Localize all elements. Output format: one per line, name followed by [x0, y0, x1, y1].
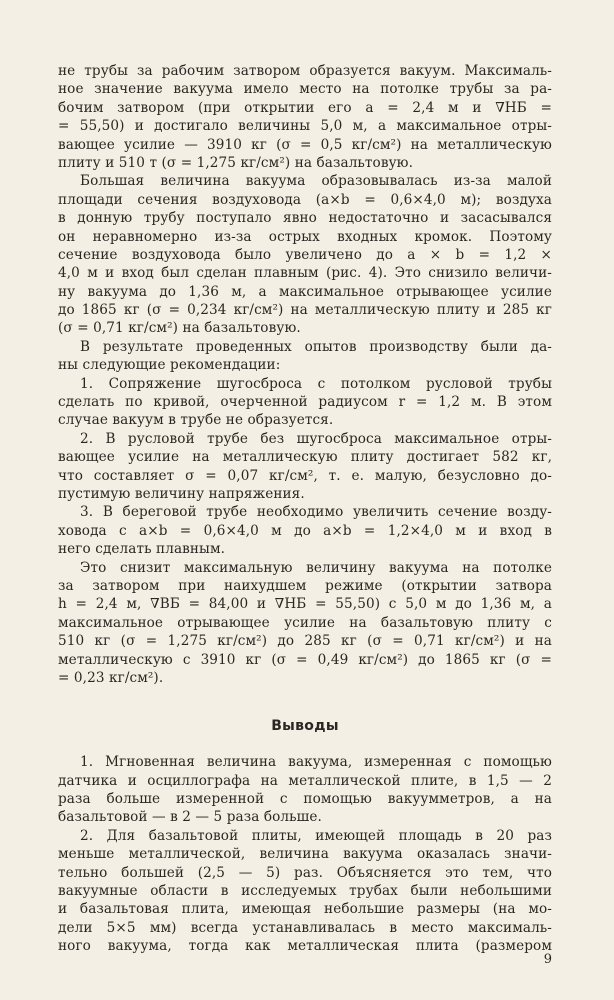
text-line: В результате проведенных опытов производству были да- [80, 338, 552, 355]
text-line: ну вакуума до 1,36 м, а максимальное отрывающее усилие [58, 283, 552, 300]
section-conclusions [58, 753, 552, 955]
text-line: вающее усилие — 3910 кг (σ = 0,5 кг/см²) на металлическую [58, 136, 552, 153]
text-line: вающее усилие на металлическую плиту достигает 582 кг, [58, 449, 552, 466]
page-number: 9 [543, 952, 552, 967]
section-results [58, 62, 552, 687]
text-line: в донную трубу поступало явно недостаточно и засасывался [58, 210, 552, 227]
text-line: 2. Для базальтовой плиты, имеющей площадь в 20 раз [80, 827, 552, 844]
text-line: сделать по кривой, очерченной радиусом r = 1,2 м. В этом [58, 394, 552, 411]
text-line: 1. Мгновенная величина вакуума, измеренная с помощью [80, 754, 552, 771]
text-line: Это снизит максимальную величину вакуума на потолке [80, 559, 552, 576]
text-line: = 0,23 кг/см²). [58, 669, 164, 686]
text-line: площади сечения воздуховода (a×b = 0,6×4,0 м); воздуха [58, 191, 552, 208]
text-line: (σ = 0,71 кг/см²) на базальтовую. [58, 320, 301, 337]
text-line: Большая величина вакуума образовывалась из-за малой [80, 173, 552, 190]
text-line: что составляет σ = 0,07 кг/см², т. е. малую, безусловно до- [58, 467, 552, 484]
text-line: 510 кг (σ = 1,275 кг/см²) до 285 кг (σ = 0,71 кг/см²) и на [58, 633, 552, 650]
text-line: не трубы за рабочим затвором образуется вакуум. Максималь- [58, 63, 552, 79]
text-line: дели 5×5 мм) всегда устанавливалась в место максималь- [58, 919, 552, 936]
text-line: сечение воздуховода было увеличено до a × b = 1,2 × [58, 246, 552, 263]
text-line: тельно большей (2,5 — 5) раз. Объясняется это тем, что [58, 864, 552, 881]
text-line: 4,0 м и вход был сделан плавным (рис. 4). Это снизило величи- [58, 265, 552, 282]
text-line: датчика и осциллографа на металлической плите, в 1,5 — 2 [58, 772, 552, 789]
text-line: ного вакуума, тогда как металлическая плита (размером [58, 938, 552, 955]
text-line: случае вакуум в трубе не образуется. [58, 412, 334, 429]
text-line: ховода с a×b = 0,6×4,0 м до a×b = 1,2×4,0 м и вход в [58, 522, 552, 539]
text-line: вакуумные области в исследуемых трубах были небольшими [58, 883, 552, 900]
text-line: ное значение вакуума имело место на потолке трубы за ра- [58, 81, 552, 98]
text-line: до 1865 кг (σ = 0,234 кг/см²) на металлическую плиту и 285 кг [58, 302, 552, 319]
text-line: раза больше измеренной с помощью вакуумметров, а на [58, 791, 552, 808]
text-line: h = 2,4 м, ∇ВБ = 84,00 и ∇НБ = 55,50) с 5,0 м до 1,36 м, а [58, 596, 552, 613]
text-line: он неравномерно из-за острых входных кромок. Поэтому [58, 228, 552, 245]
text-line: 3. В береговой трубе необходимо увеличить сечение возду- [80, 504, 552, 521]
page-body [58, 62, 552, 956]
text-line: 1. Сопряжение шугосброса с потолком русловой трубы [80, 375, 552, 392]
conclusions-heading: Выводы [271, 718, 339, 735]
text-line: него сделать плавным. [58, 541, 226, 558]
text-line: плиту и 510 т (σ = 1,275 кг/см²) на базальтовую. [58, 154, 414, 171]
text-line: пустимую величину напряжения. [58, 485, 305, 502]
text-line: меньше металлической, величина вакуума оказалась значи- [58, 846, 552, 863]
text-line: металлическую с 3910 кг (σ = 0,49 кг/см²) до 1865 кг (σ = [58, 651, 552, 668]
text-line: за затвором при наихудшем режиме (открытии затвора [58, 577, 552, 594]
text-line: бочим затвором (при открытии его a = 2,4 м и ∇НБ = [58, 99, 552, 116]
text-line: максимальное отрывающее усилие на базальтовую плиту с [58, 614, 552, 631]
text-line: ны следующие рекомендации: [58, 357, 281, 374]
text-line: 2. В русловой трубе без шугосброса максимальное отры- [80, 430, 552, 447]
text-line: и базальтовая плита, имеющая небольшие размеры (на мо- [58, 901, 552, 918]
text-line: базальтовой — в 2 — 5 раза больше. [58, 809, 322, 826]
text-line: = 55,50) и достигало величины 5,0 м, а максимальное отры- [58, 118, 552, 135]
